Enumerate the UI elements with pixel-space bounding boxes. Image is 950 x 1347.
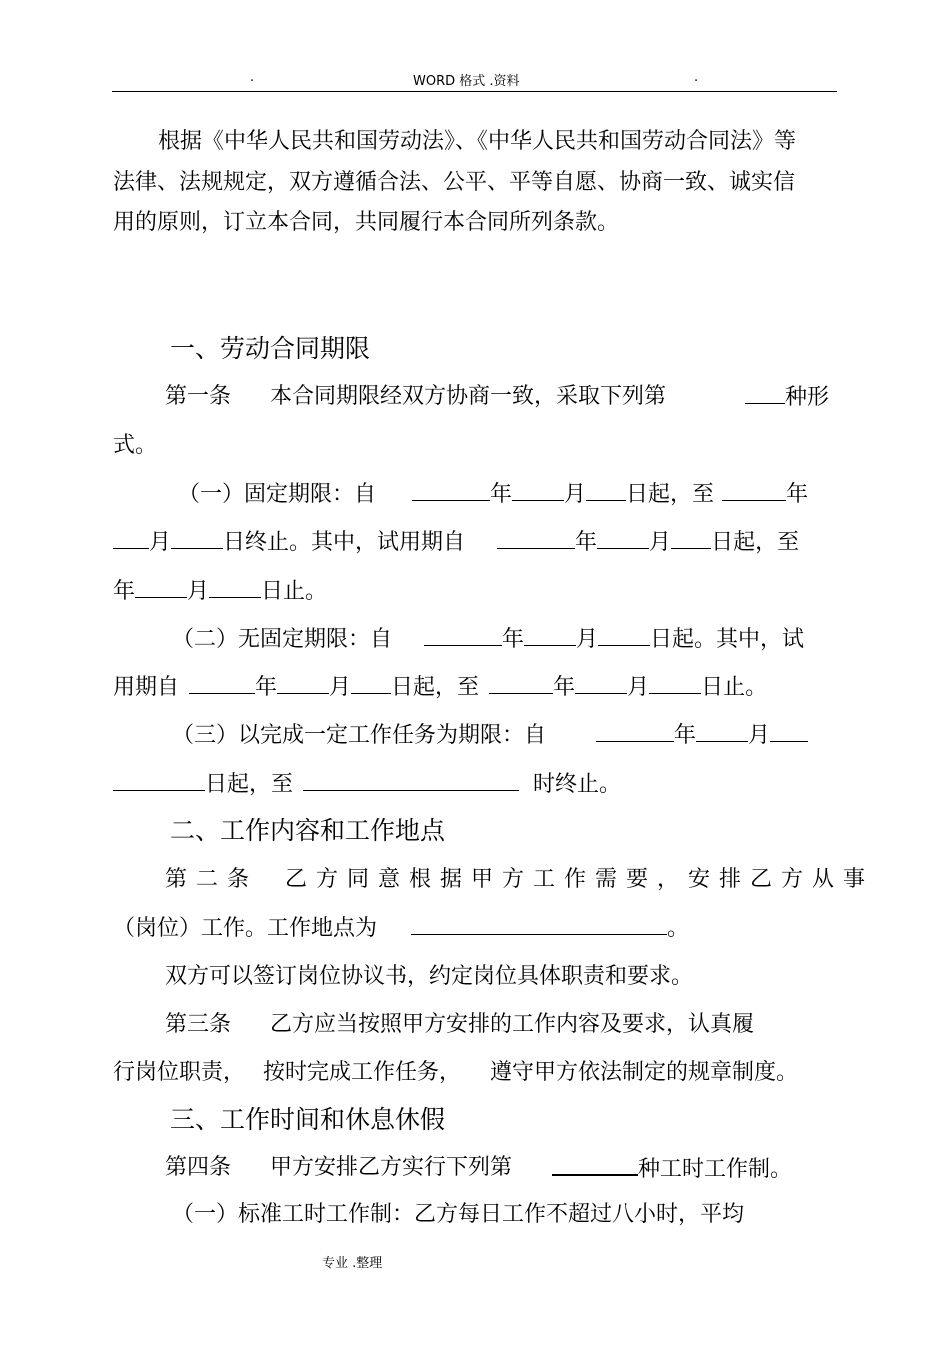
article-4-end: 种工时工作制。 (552, 1154, 792, 1184)
blank-line (512, 480, 564, 501)
intro-line-3: 用的原则，订立本合同，共同履行本合同所列条款。 (113, 210, 620, 235)
header-rule (112, 91, 837, 92)
section-1-title: 一、劳动合同期限 (170, 334, 371, 363)
intro-line-2: 法律、法规规定，双方遵循合法、公平、平等自愿、协商一致、诚实信 (113, 170, 796, 195)
article-1-text: 本合同期限经双方协商一致，采取下列第 (270, 384, 667, 409)
open-term-line-2: 用期自 年 月 日起，至 年 月 日止。 (113, 675, 768, 700)
article-2-text: 乙方同意根据甲方工作需要，安排乙方从事 (285, 867, 875, 892)
open-term-line-1: （二）无固定期限：自 年 月 日起。其中，试 (172, 627, 805, 652)
blank-line (770, 721, 808, 742)
article-3-line-2a: 行岗位职责， (113, 1060, 246, 1085)
standard-hours-line: （一）标准工时工作制：乙方每日工作不超过八小时，平均 (172, 1202, 745, 1227)
blank-line (497, 528, 575, 549)
agreement-line: 双方可以签订岗位协议书，约定岗位具体职责和要求。 (165, 964, 694, 989)
article-3-line-2c: 遵守甲方依法制定的规章制度。 (490, 1060, 799, 1085)
intro-line-1: 根据《中华人民共和国劳动法》、《中华人民共和国劳动合同法》等 (158, 129, 797, 154)
page-footer: 专业 .整理 (322, 1256, 383, 1271)
blank-line (598, 625, 650, 646)
blank-line (113, 770, 205, 791)
article-4-label: 第四条 (165, 1155, 232, 1180)
blank-line (722, 480, 786, 501)
blank-line (596, 721, 674, 742)
article-3-line-2b: 按时完成工作任务， (263, 1060, 462, 1085)
blank-line (209, 577, 261, 598)
fixed-term-line-1: （一）固定期限：自 年 月 日起，至 年 (178, 482, 809, 507)
article-1-end: 种形 (745, 383, 829, 412)
blank-line (597, 528, 649, 549)
blank-line (189, 673, 255, 694)
blank-line (424, 625, 502, 646)
blank-line (489, 673, 553, 694)
header-dot-right: . (694, 70, 699, 85)
blank-line (412, 480, 490, 501)
blank-line (745, 383, 785, 404)
fixed-term-line-2: 月 日终止。其中，试用期自 年 月 日起，至 (113, 528, 799, 557)
article-4-text: 甲方安排乙方实行下列第 (270, 1155, 513, 1180)
blank-line (524, 625, 576, 646)
header-dot-left: . (250, 70, 255, 85)
article-1-label: 第一条 (165, 384, 232, 409)
blank-line (586, 480, 626, 501)
blank-line (552, 1154, 638, 1176)
article-3-label: 第三条 (165, 1012, 232, 1037)
blank-line (135, 577, 187, 598)
blank-line (411, 914, 667, 935)
article-2-line-2: （岗位）工作。工作地点为 。 (113, 916, 690, 941)
task-term-line-2: 日起，至 时终止。 (113, 770, 621, 799)
section-3-title: 三、工作时间和休息休假 (170, 1105, 446, 1134)
task-term-line-1: （三）以完成一定工作任务为期限：自 年 月 (172, 721, 808, 750)
article-1-line-2: 式。 (113, 433, 158, 458)
blank-line (696, 721, 748, 742)
blank-line (649, 673, 701, 694)
blank-line (303, 770, 519, 791)
section-2-title: 二、工作内容和工作地点 (170, 816, 446, 845)
blank-line (575, 673, 627, 694)
article-2-label: 第二条 (165, 867, 259, 892)
blank-line (351, 673, 391, 694)
blank-line (113, 528, 149, 549)
article-3-text: 乙方应当按照甲方安排的工作内容及要求，认真履 (270, 1012, 755, 1037)
fixed-term-line-3: 年 月 日止。 (113, 579, 328, 604)
header-title: WORD 格式 .资料 (413, 74, 520, 89)
blank-line (277, 673, 329, 694)
blank-line (171, 528, 223, 549)
blank-line (671, 528, 711, 549)
